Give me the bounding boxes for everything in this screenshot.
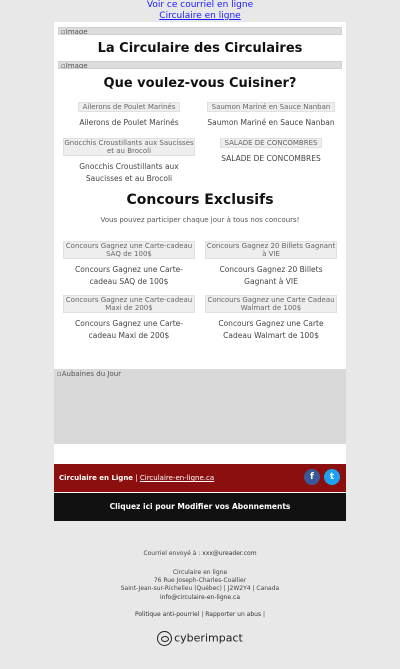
- contests-title: Concours Exclusifs: [126, 192, 274, 208]
- contest-card[interactable]: [62, 241, 196, 288]
- twitter-icon[interactable]: t: [324, 469, 340, 485]
- second-banner-image: ▫Image: [58, 61, 342, 69]
- antispam-link[interactable]: Politique anti-pourriel: [134, 611, 200, 618]
- contest-label[interactable]: Concours Gagnez 20 Billets Gagnant à VIE: [219, 265, 323, 286]
- recipe-card[interactable]: [62, 138, 196, 185]
- cyberimpact-icon: [157, 631, 172, 646]
- contest-image[interactable]: Concours Gagnez une Carte-cadeau Maxi de 200$: [63, 295, 195, 313]
- deals-banner-image[interactable]: ▫Aubaines du Jour: [54, 369, 346, 444]
- contest-image[interactable]: Concours Gagnez une Carte Cadeau Walmart de 100$: [205, 295, 337, 313]
- org-email: [0, 594, 400, 602]
- policy-separator: |: [263, 611, 266, 618]
- broken-image-icon: ▫: [61, 62, 66, 69]
- top-banner-image: ▫Image: [58, 27, 342, 35]
- recipe-image[interactable]: Gnocchis Croustillants aux Saucisses et au Brocoli: [64, 139, 194, 155]
- recipe-card[interactable]: [204, 102, 338, 129]
- facebook-icon[interactable]: f: [304, 469, 320, 485]
- view-online-link[interactable]: Voir ce courriel en ligne: [146, 0, 254, 10]
- recipes-title: Que voulez-vous Cuisiner?: [103, 76, 297, 91]
- recipe-label[interactable]: Gnocchis Croustillants aux Saucisses et au Brocoli: [79, 162, 179, 183]
- report-abuse-link[interactable]: Rapporter un abus: [205, 611, 262, 618]
- logo-link[interactable]: Circulaire en ligne: [159, 11, 241, 21]
- contest-card[interactable]: [62, 295, 196, 342]
- email-card: [54, 22, 346, 520]
- recipe-card[interactable]: [62, 102, 196, 129]
- org-email-link[interactable]: info@circulaire-en-ligne.ca: [159, 594, 241, 601]
- broken-image-icon: ▫: [57, 370, 62, 378]
- contests-subtitle: Vous pouvez participer chaque jour à tous nos concours!: [100, 216, 300, 224]
- policy-separator: |: [201, 611, 204, 618]
- recipe-image[interactable]: Ailerons de Poulet Marinés: [78, 102, 180, 112]
- recipe-label[interactable]: Saumon Mariné en Sauce Nanban: [207, 118, 335, 127]
- contest-label[interactable]: Concours Gagnez une Carte-cadeau SAQ de 100$: [75, 265, 183, 286]
- sent-to-label: Courriel envoyé à :: [143, 550, 201, 557]
- sent-to-email[interactable]: xxx@ureader.com: [202, 550, 257, 557]
- recipe-label[interactable]: Ailerons de Poulet Marinés: [79, 118, 179, 127]
- policy-links: [0, 611, 400, 619]
- footer-brand-text: [59, 474, 214, 482]
- contest-image[interactable]: Concours Gagnez 20 Billets Gagnant à VIE: [206, 242, 336, 258]
- contest-image[interactable]: Concours Gagnez une Carte-cadeau SAQ de 100$: [63, 241, 195, 259]
- footer-site-link[interactable]: Circulaire-en-ligne.ca: [139, 474, 215, 482]
- recipe-image[interactable]: Saumon Mariné en Sauce Nanban: [207, 102, 335, 112]
- footer-brand-bar: [54, 464, 346, 492]
- cyberimpact-logo[interactable]: [0, 631, 400, 651]
- broken-image-icon: ▫: [61, 28, 66, 35]
- recipe-card[interactable]: [204, 138, 338, 165]
- contest-label[interactable]: Concours Gagnez une Carte-cadeau Maxi de 200$: [75, 319, 183, 340]
- footer-brand-name: Circulaire en Ligne: [59, 474, 134, 482]
- recipe-label[interactable]: SALADE DE CONCOMBRES: [221, 154, 321, 163]
- page-title: La Circulaire des Circulaires: [97, 41, 303, 56]
- contest-card[interactable]: [204, 241, 338, 288]
- manage-subscriptions-button[interactable]: Cliquez ici pour Modifier vos Abonnements: [54, 493, 346, 521]
- contest-card[interactable]: [204, 295, 338, 342]
- org-city: Saint-Jean-sur-Richelieu (Québec) | J2W2Y4 | Canada: [120, 585, 280, 592]
- recipe-image[interactable]: SALADE DE CONCOMBRES: [220, 138, 322, 148]
- sent-to-line: [0, 550, 400, 558]
- contest-label[interactable]: Concours Gagnez une Carte Cadeau Walmart de 100$: [218, 319, 324, 340]
- cyberimpact-label: cyberimpact: [174, 631, 243, 645]
- org-name: Circulaire en ligne: [172, 569, 228, 576]
- org-street: 76 Rue Joseph-Charles-Coallier: [153, 577, 247, 584]
- footer-separator: |: [133, 474, 140, 482]
